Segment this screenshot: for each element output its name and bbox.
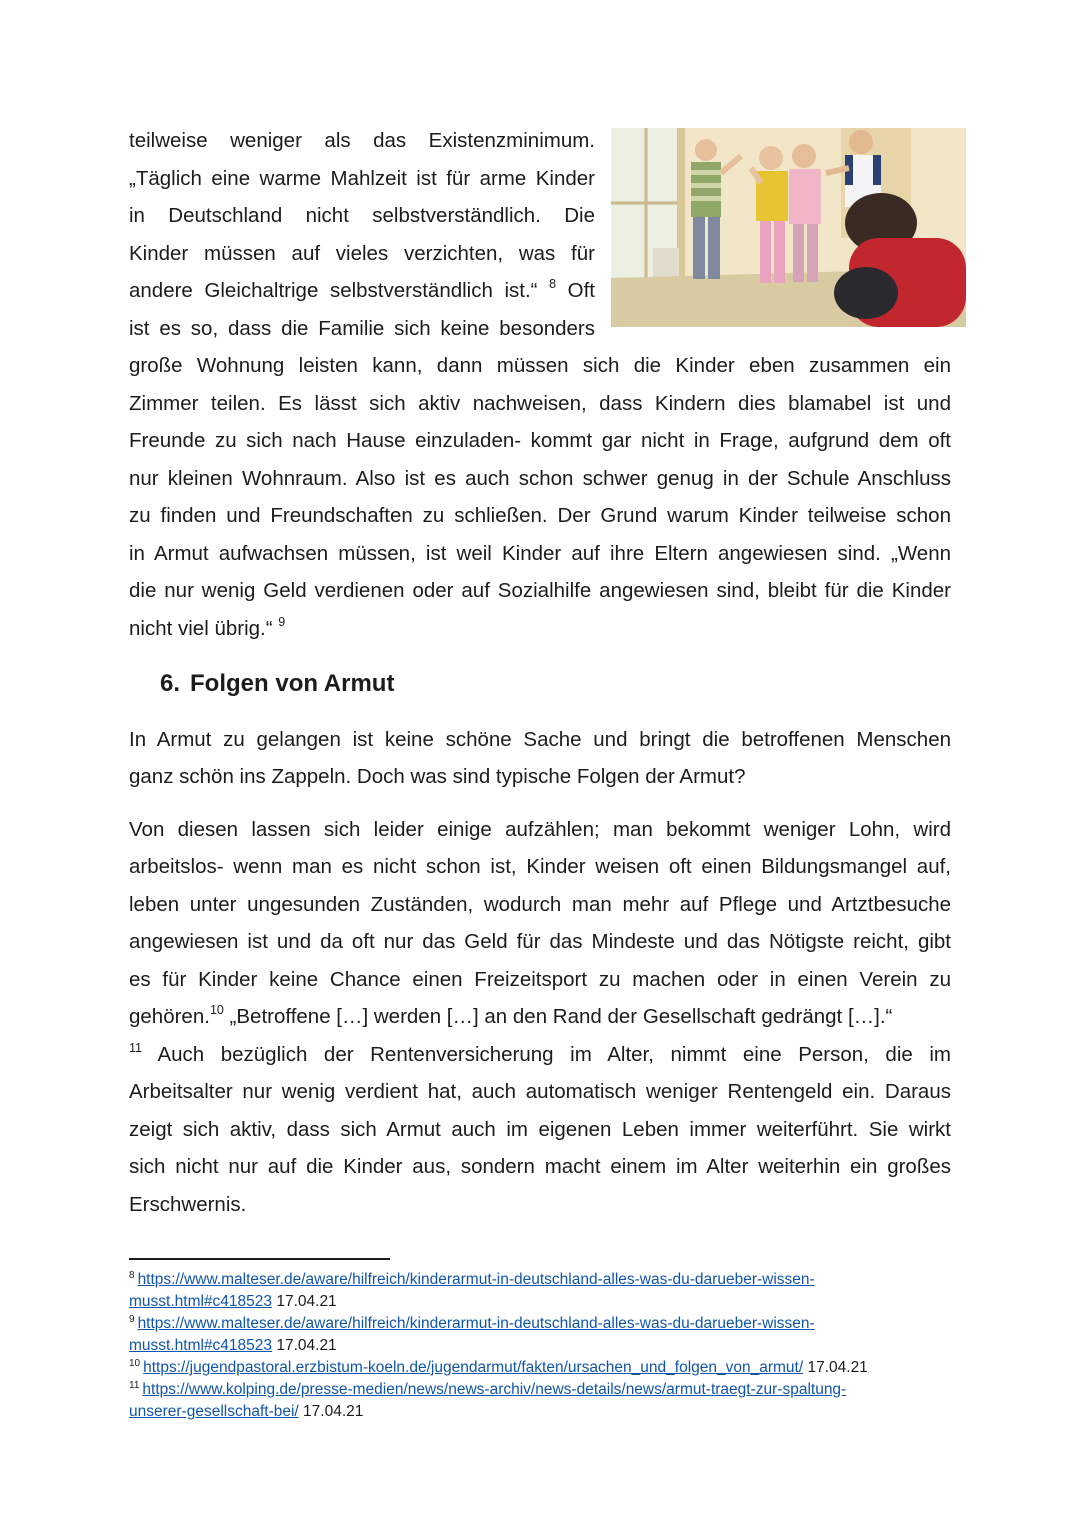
- footnote-11: [129, 1382, 846, 1398]
- body-line: große Wohnung leisten kann, dann müssen sich die Kinder eben zusammen ein: [129, 354, 951, 377]
- footnote-number: 10: [129, 1358, 141, 1369]
- children-bullying-photo: [611, 128, 966, 327]
- footnote-link[interactable]: https://www.malteser.de/aware/hilfreich/kinderarmut-in-deutschland-alles-was-du-darueber-wissen-: [137, 1315, 815, 1332]
- footnote-9-cont: [129, 1338, 337, 1354]
- footnote-9: [129, 1316, 815, 1332]
- footnote-date: 17.04.21: [303, 1403, 364, 1420]
- body-line: in Armut aufwachsen müssen, ist weil Kinder auf ihre Eltern angewiesen sind. „Wenn: [129, 542, 951, 565]
- body-line: [129, 1041, 951, 1066]
- footnote-link[interactable]: https://jugendpastoral.erzbistum-koeln.de/jugendarmut/fakten/ursachen_und_folgen_von_armut/: [143, 1359, 804, 1376]
- body-line: Zimmer teilen. Es lässt sich aktiv nachweisen, dass Kindern dies blamabel ist und: [129, 392, 951, 415]
- footnote-10: [129, 1360, 868, 1376]
- body-line: [129, 615, 951, 640]
- footnote-link[interactable]: https://www.kolping.de/presse-medien/news/news-archiv/news-details/news/armut-traegt-zur-spaltung-: [142, 1381, 847, 1398]
- footnote-number: 11: [129, 1380, 140, 1391]
- footnote-link[interactable]: musst.html#c418523: [129, 1293, 273, 1310]
- body-text: gehören.: [129, 1005, 210, 1028]
- body-text: nicht viel übrig.“: [129, 617, 273, 640]
- body-line: Erschwernis.: [129, 1193, 247, 1216]
- footnote-8-cont: [129, 1294, 337, 1310]
- body-line: leben unter ungesunden Zuständen, wodurch man mehr auf Pflege und Artztbesuche: [129, 893, 951, 916]
- footnote-number: 9: [129, 1314, 135, 1325]
- body-line: die nur wenig Geld verdienen oder auf Sozialhilfe angewiesen sind, bleibt für die Kinder: [129, 579, 951, 602]
- footnote-date: 17.04.21: [807, 1359, 868, 1376]
- body-line: Freunde zu sich nach Hause einzuladen- kommt gar nicht in Frage, aufgrund dem oft: [129, 429, 951, 452]
- photo-icon: [611, 128, 966, 327]
- section-number: 6.: [160, 670, 181, 697]
- body-line: ist es so, dass die Familie sich keine besonders: [129, 317, 595, 340]
- footnote-ref: 9: [278, 615, 286, 629]
- footnote-link[interactable]: musst.html#c418523: [129, 1337, 273, 1354]
- body-text: andere Gleichaltrige selbstverständlich ist.“: [129, 279, 538, 302]
- footnote-link[interactable]: unserer-gesellschaft-bei/: [129, 1403, 299, 1420]
- body-line: [129, 277, 595, 302]
- body-line: teilweise weniger als das Existenzminimum.: [129, 129, 595, 152]
- footnote-separator: [129, 1258, 390, 1260]
- body-line: es für Kinder keine Chance einen Freizeitsport zu machen oder in einen Verein zu: [129, 968, 951, 991]
- section-heading: [160, 672, 394, 696]
- footnote-number: 8: [129, 1270, 135, 1281]
- body-line: Kinder müssen auf vieles verzichten, was für: [129, 242, 595, 265]
- body-text: „Betroffene […] werden […] an den Rand der Gesellschaft gedrängt […].“: [229, 1005, 893, 1028]
- body-line: in Deutschland nicht selbstverständlich. Die: [129, 204, 595, 227]
- footnote-date: 17.04.21: [276, 1293, 337, 1310]
- footnote-link[interactable]: https://www.malteser.de/aware/hilfreich/kinderarmut-in-deutschland-alles-was-du-darueber-wissen-: [137, 1271, 815, 1288]
- body-line: angewiesen ist und da oft nur das Geld für das Mindeste und das Nötigste reicht, gibt: [129, 930, 951, 953]
- body-line: „Täglich eine warme Mahlzeit ist für arme Kinder: [129, 167, 595, 190]
- footnote-ref: 11: [129, 1041, 142, 1055]
- footnote-11-cont: [129, 1404, 363, 1420]
- body-line: [129, 1003, 951, 1028]
- body-line: ganz schön ins Zappeln. Doch was sind typische Folgen der Armut?: [129, 765, 746, 788]
- footnote-ref: 8: [549, 277, 557, 291]
- body-line: zu finden und Freundschaften zu schließen. Der Grund warum Kinder teilweise schon: [129, 504, 951, 527]
- body-line: arbeitslos- wenn man es nicht schon ist, Kinder weisen oft einen Bildungsmangel auf,: [129, 855, 951, 878]
- body-line: In Armut zu gelangen ist keine schöne Sache und bringt die betroffenen Menschen: [129, 728, 951, 751]
- body-line: sich nicht nur auf die Kinder aus, sondern macht einem im Alter weiterhin ein großes: [129, 1155, 951, 1178]
- body-text: Oft: [567, 279, 595, 302]
- body-line: nur kleinen Wohnraum. Also ist es auch schon schwer genug in der Schule Anschluss: [129, 467, 951, 490]
- section-title: Folgen von Armut: [190, 670, 395, 697]
- body-line: Von diesen lassen sich leider einige aufzählen; man bekommt weniger Lohn, wird: [129, 818, 951, 841]
- footnote-date: 17.04.21: [276, 1337, 337, 1354]
- footnote-8: [129, 1272, 815, 1288]
- footnote-ref: 10: [209, 1003, 224, 1017]
- body-line: Arbeitsalter nur wenig verdient hat, auch automatisch weniger Rentengeld ein. Daraus: [129, 1080, 951, 1103]
- body-line: zeigt sich aktiv, dass sich Armut auch im eigenen Leben immer weiterführt. Sie wirkt: [129, 1118, 951, 1141]
- body-text: Auch bezüglich der Rentenversicherung im Alter, nimmt eine Person, die im: [157, 1043, 951, 1066]
